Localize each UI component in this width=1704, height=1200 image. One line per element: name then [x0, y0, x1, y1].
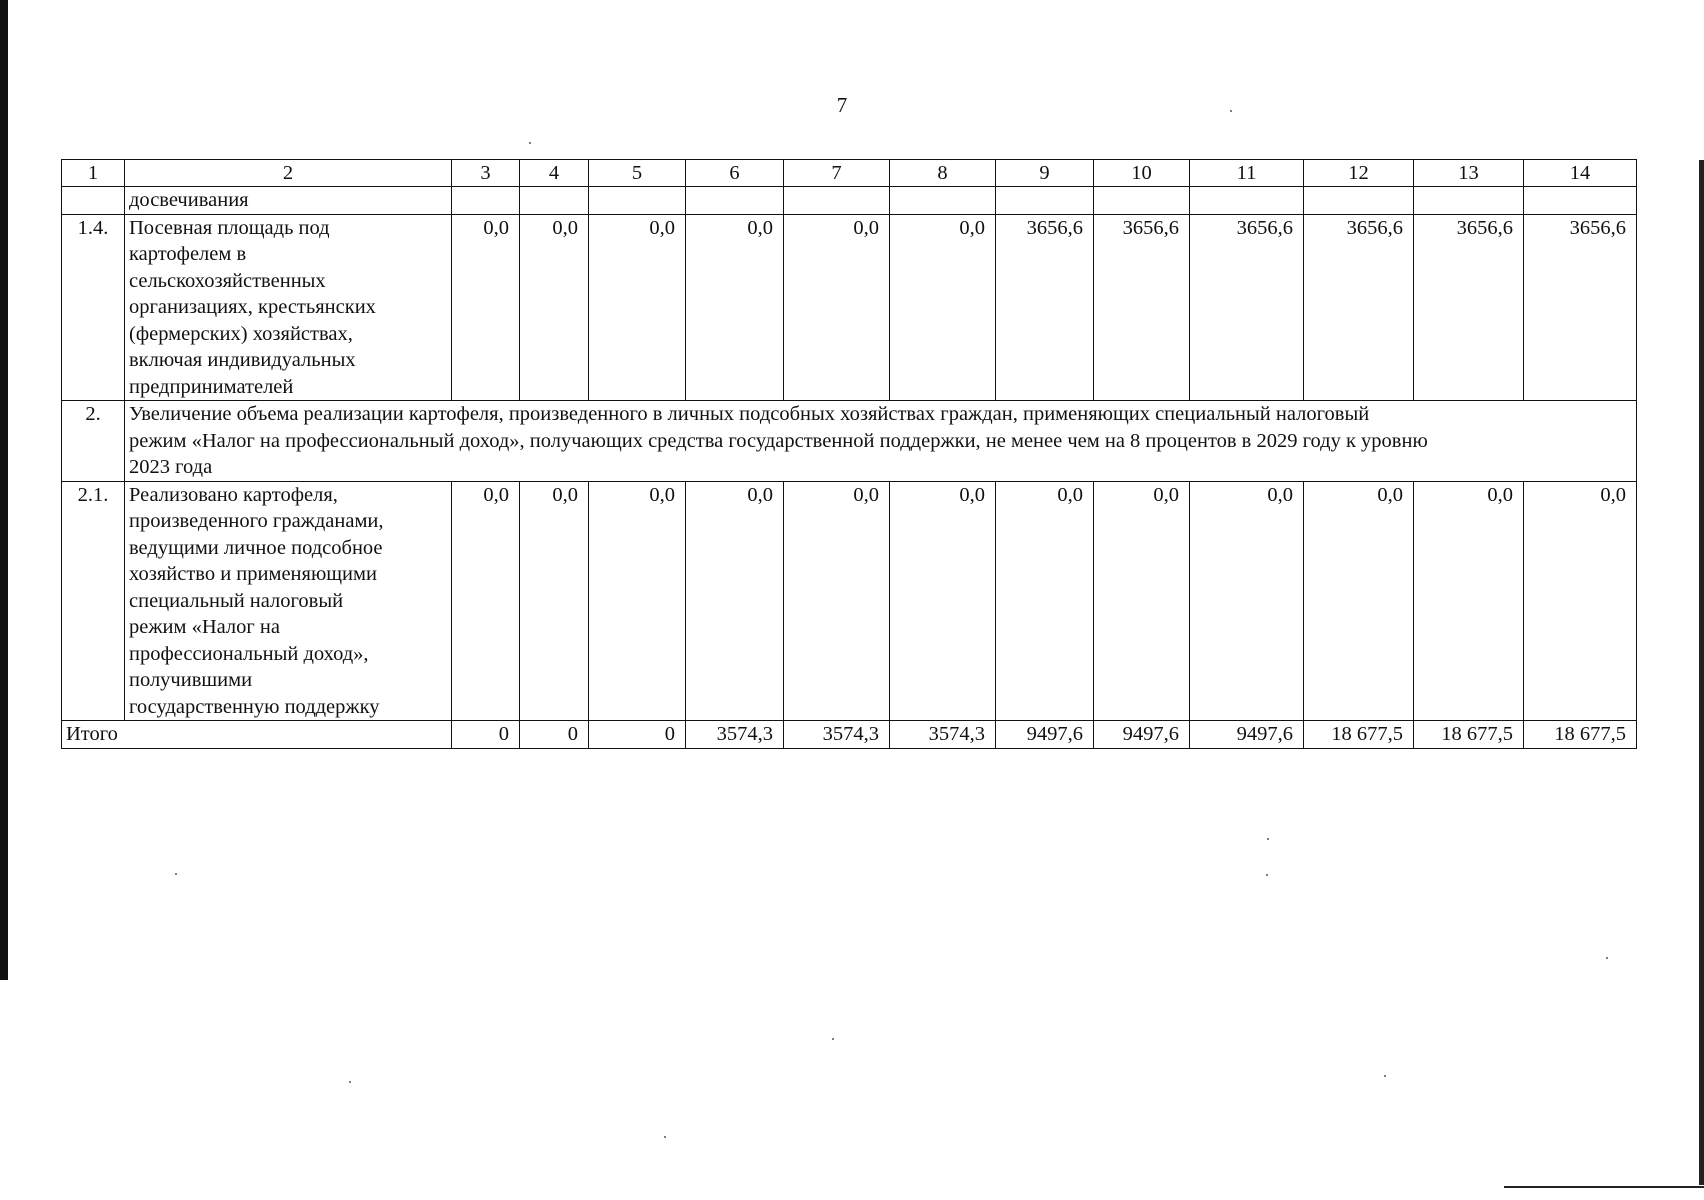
header-cell: 10 [1094, 160, 1190, 187]
value-cell [1094, 187, 1190, 215]
value-cell: 0,0 [996, 481, 1094, 721]
header-cell: 2 [125, 160, 452, 187]
scan-speck [1230, 110, 1232, 112]
header-cell: 8 [890, 160, 996, 187]
value-cell: 0,0 [890, 481, 996, 721]
value-cell [1190, 187, 1304, 215]
table-row-2-1 [62, 481, 1637, 721]
scan-edge-right [1699, 160, 1704, 1185]
total-value-cell: 18 677,5 [1414, 721, 1524, 749]
total-value-cell: 9497,6 [1094, 721, 1190, 749]
section-row-2 [62, 401, 1637, 482]
value-cell: 0,0 [589, 481, 686, 721]
description-line: режим «Налог на [129, 616, 280, 638]
row-number-cell: 2. [62, 401, 125, 482]
continuation-row [62, 187, 1637, 215]
value-cell: 0,0 [452, 214, 520, 401]
scan-edge-left [0, 0, 8, 980]
value-cell [784, 187, 890, 215]
total-value-cell: 18 677,5 [1524, 721, 1637, 749]
section-heading-line: Увеличение объема реализации картофеля, произведенного в личных подсобных хозяйствах граждан, применяющих специальный налоговый [129, 403, 1370, 425]
value-cell: 0,0 [890, 214, 996, 401]
header-cell: 3 [452, 160, 520, 187]
total-value-cell: 0 [589, 721, 686, 749]
header-cell: 11 [1190, 160, 1304, 187]
value-cell [520, 187, 589, 215]
description-line: сельскохозяйственных [129, 269, 326, 292]
scan-edge-bottom [1504, 1186, 1704, 1188]
value-cell: 3656,6 [1524, 214, 1637, 401]
value-cell [996, 187, 1094, 215]
scan-speck [349, 1081, 351, 1083]
description-line: организациях, крестьянских [129, 296, 376, 318]
description-line: произведенного гражданами, [129, 510, 384, 532]
value-cell: 0,0 [520, 214, 589, 401]
section-heading-line: 2023 года [129, 456, 213, 478]
row-number-cell: 2.1. [62, 481, 125, 721]
description-line: Посевная площадь под [129, 216, 330, 239]
scan-speck [664, 1136, 666, 1138]
description-line: государственную поддержку [129, 695, 380, 718]
value-cell [1414, 187, 1524, 215]
header-row [62, 160, 1637, 187]
data-table [61, 159, 1637, 749]
scan-speck [1267, 838, 1269, 840]
description-line: включая индивидуальных [129, 349, 356, 371]
total-value-cell: 3574,3 [890, 721, 996, 749]
total-value-cell: 3574,3 [784, 721, 890, 749]
header-cell: 14 [1524, 160, 1637, 187]
header-cell: 12 [1304, 160, 1414, 187]
header-cell: 4 [520, 160, 589, 187]
scan-speck [175, 873, 177, 875]
value-cell: 0,0 [784, 214, 890, 401]
header-cell: 7 [784, 160, 890, 187]
value-cell [686, 187, 784, 215]
description-line: хозяйство и применяющими [129, 563, 377, 585]
row-description-cell [125, 214, 452, 401]
value-cell: 0,0 [1190, 481, 1304, 721]
description-line: специальный налоговый [129, 589, 344, 612]
value-cell: 0,0 [520, 481, 589, 721]
value-cell: 3656,6 [1414, 214, 1524, 401]
total-value-cell: 0 [452, 721, 520, 749]
table-row-1-4 [62, 214, 1637, 401]
value-cell [1304, 187, 1414, 215]
value-cell: 0,0 [1094, 481, 1190, 721]
value-cell: 0,0 [686, 214, 784, 401]
scan-speck [529, 142, 531, 144]
value-cell [890, 187, 996, 215]
section-heading-cell [125, 401, 1637, 482]
scan-speck [1606, 957, 1608, 959]
value-cell: 0,0 [1524, 481, 1637, 721]
value-cell [452, 187, 520, 215]
row-number-cell [62, 187, 125, 215]
total-value-cell: 18 677,5 [1304, 721, 1414, 749]
description-line: предпринимателей [129, 375, 294, 398]
value-cell: 0,0 [589, 214, 686, 401]
row-text-cell: досвечивания [125, 187, 452, 215]
total-value-cell: 9497,6 [1190, 721, 1304, 749]
header-cell: 1 [62, 160, 125, 187]
description-line: картофелем в [129, 243, 247, 265]
total-value-cell: 9497,6 [996, 721, 1094, 749]
row-number-cell: 1.4. [62, 214, 125, 401]
scan-speck [1266, 874, 1268, 876]
description-line: (фермерских) хозяйствах, [129, 322, 353, 345]
row-description-cell [125, 481, 452, 721]
description-line: профессиональный доход», [129, 642, 369, 665]
value-cell: 0,0 [1414, 481, 1524, 721]
scan-speck [832, 1038, 834, 1040]
value-cell: 3656,6 [1304, 214, 1414, 401]
page-number: 7 [836, 93, 848, 117]
value-cell: 3656,6 [1094, 214, 1190, 401]
value-cell: 0,0 [784, 481, 890, 721]
value-cell [589, 187, 686, 215]
total-value-cell: 0 [520, 721, 589, 749]
header-cell: 5 [589, 160, 686, 187]
total-label-cell: Итого [62, 721, 452, 749]
section-heading-line: режим «Налог на профессиональный доход», получающих средства государственной поддержки, не менее чем на 8 процентов в 2029 году к уровню [129, 429, 1428, 452]
header-cell: 6 [686, 160, 784, 187]
description-line: Реализовано картофеля, [129, 483, 338, 506]
header-cell: 9 [996, 160, 1094, 187]
scan-speck [1384, 1075, 1386, 1077]
header-cell: 13 [1414, 160, 1524, 187]
value-cell: 0,0 [452, 481, 520, 721]
description-line: ведущими личное подсобное [129, 536, 383, 559]
value-cell: 3656,6 [996, 214, 1094, 401]
value-cell: 0,0 [686, 481, 784, 721]
value-cell: 0,0 [1304, 481, 1414, 721]
value-cell: 3656,6 [1190, 214, 1304, 401]
description-line: получившими [129, 669, 253, 691]
value-cell [1524, 187, 1637, 215]
total-value-cell: 3574,3 [686, 721, 784, 749]
total-row [62, 721, 1637, 749]
